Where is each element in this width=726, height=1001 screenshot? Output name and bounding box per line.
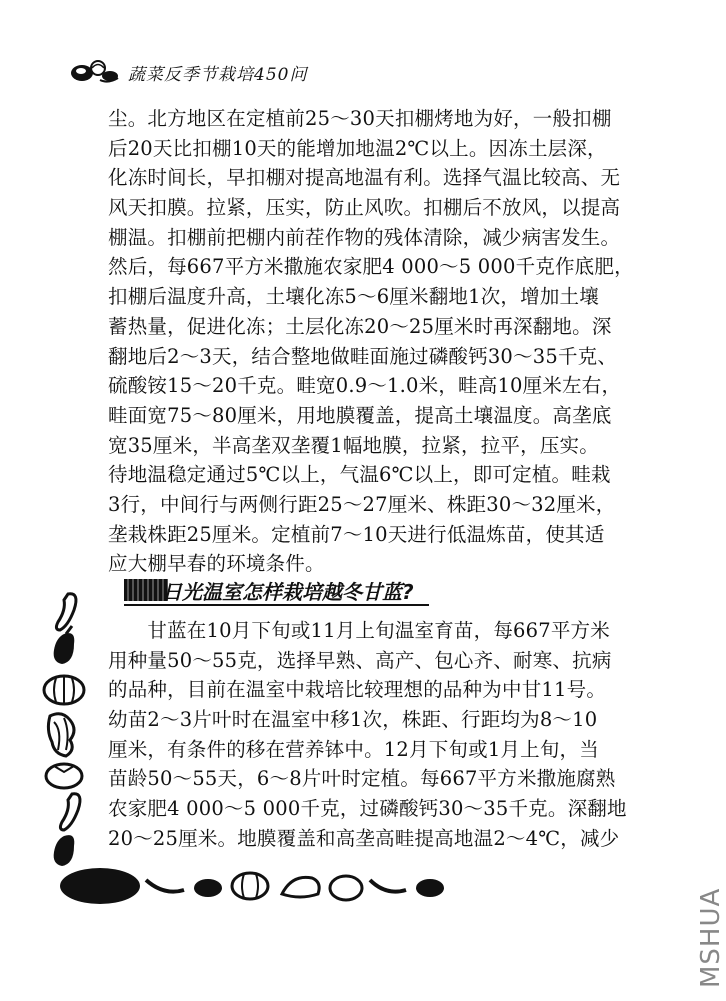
- text-line: 幼苗2～3片叶时在温室中移1次，株距、行距均为8～10: [108, 708, 598, 732]
- book-title: 蔬菜反季节栽培450问: [128, 65, 308, 85]
- section-heading: [124, 573, 444, 607]
- cucumber-icon: [370, 880, 406, 892]
- vegetable-logo-icon: [70, 58, 120, 84]
- text-line: 蓄热量，促进化冻；土层化冻20～25厘米时再深翻地。深: [108, 314, 612, 338]
- text-line: 用种量50～55克，选择早熟、高产、包心齐、耐寒、抗病: [108, 648, 612, 672]
- paragraph-continued: [108, 104, 656, 579]
- text-line: 风天扣膜。拉紧，压实，防止风吹。扣棚后不放风，以提高: [108, 196, 621, 220]
- cucumber-icon: [56, 594, 76, 630]
- margin-vegetable-column: [40, 590, 100, 870]
- text-line: 宽35厘米，半高垄双垄覆1幅地膜，拉紧，拉平，压实。: [108, 433, 599, 457]
- paragraph-cabbage: [108, 616, 656, 854]
- page-blob-icon: [60, 868, 140, 904]
- cucumber-icon: [60, 794, 80, 830]
- heading-underline: [124, 604, 429, 606]
- text-line: 的品种，目前在温室中栽培比较理想的品种为中甘11号。: [108, 678, 607, 702]
- text-line: 然后，每667平方米撒施农家肥4 000～5 000千克作底肥，: [108, 255, 634, 279]
- tomato-icon: [46, 764, 82, 788]
- watermark-text: MSHUA: [696, 887, 726, 988]
- eggplant-icon: [54, 626, 75, 664]
- section-heading-text: 日光温室怎样栽培越冬甘蓝?: [162, 580, 414, 604]
- text-line: 农家肥4 000～5 000千克，过磷酸钙30～35千克。深翻地: [108, 797, 627, 821]
- text-line: 棚温。扣棚前把棚内前茬作物的残体清除，减少病害发生。: [108, 225, 621, 249]
- footer-vegetable-row: [60, 860, 450, 908]
- pumpkin-icon: [44, 676, 84, 704]
- text-line: 垄栽株距25厘米。定植前7～10天进行低温炼苗，使其适: [108, 522, 605, 546]
- cabbage-icon: [48, 714, 74, 756]
- text-line: 翻地后2～3天，结合整地做畦面施过磷酸钙30～35千克、: [108, 344, 618, 368]
- eggplant-icon: [194, 879, 222, 897]
- text-line: 苗龄50～55天，6～8片叶时定植。每667平方米撒施腐熟: [108, 767, 616, 791]
- text-line: 化冻时间长，早扣棚对提高地温有利。选择气温比较高、无: [108, 166, 621, 190]
- text-line: 3行，中间行与两侧行距25～27厘米、株距30～32厘米，: [108, 492, 616, 516]
- tomato-icon: [330, 876, 362, 900]
- text-line: 甘蓝在10月下旬或11月上旬温室育苗，每667平方米: [108, 619, 610, 642]
- text-line: 硫酸铵15～20千克。畦宽0.9～1.0米，畦高10厘米左右，: [108, 374, 622, 398]
- eggplant-icon: [416, 879, 444, 897]
- watermark: [668, 880, 726, 990]
- text-line: 畦面宽75～80厘米，用地膜覆盖，提高土壤温度。高垄底: [108, 403, 612, 427]
- text-line: 20～25厘米。地膜覆盖和高垄高畦提高地温2～4℃，减少: [108, 826, 620, 850]
- text-line: 厘米，有条件的移在营养钵中。12月下旬或1月上旬，当: [108, 737, 599, 761]
- text-line: 待地温稳定通过5℃以上，气温6℃以上，即可定植。畦栽: [108, 463, 611, 487]
- cabbage-icon: [282, 877, 319, 897]
- pumpkin-icon: [232, 873, 268, 899]
- text-line: 尘。北方地区在定植前25～30天扣棚烤地为好，一般扣棚: [108, 107, 612, 130]
- text-line: 应大棚早春的环境条件。: [108, 552, 325, 576]
- page-header: [70, 56, 470, 88]
- cucumber-icon: [146, 880, 184, 892]
- text-line: 后20天比扣棚10天的能增加地温2℃以上。因冻土层深，: [108, 136, 607, 160]
- text-line: 扣棚后温度升高，土壤化冻5～6厘米翻地1次，增加土壤: [108, 285, 599, 309]
